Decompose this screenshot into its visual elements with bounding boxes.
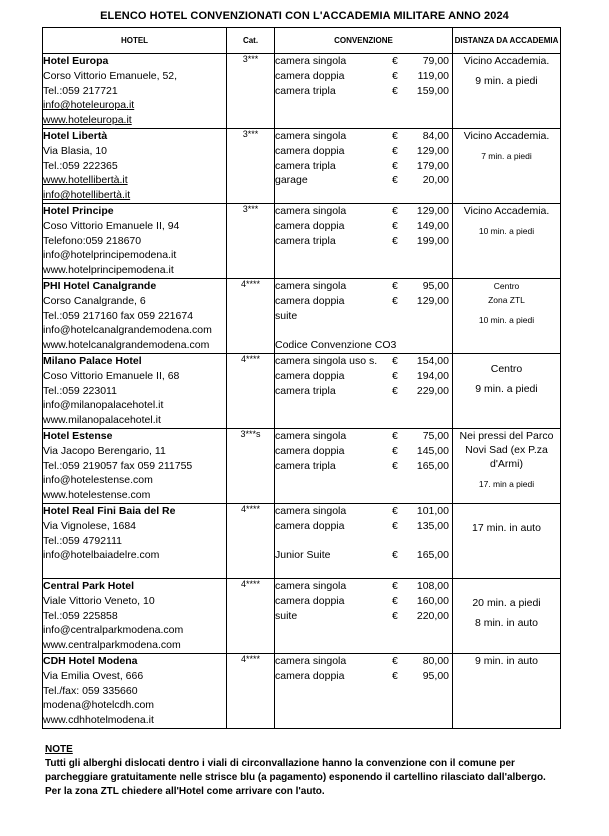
rate-label: camera singola (275, 129, 347, 142)
rate-row (275, 279, 452, 294)
rate-eur: € (392, 84, 398, 97)
rate-eur: € (392, 594, 398, 607)
distance-cell (453, 578, 561, 653)
hotel-address: Via Blasia, 10 (43, 144, 108, 157)
distance-secondary: 9 min. a piedi (475, 382, 538, 395)
hotel-table (42, 27, 561, 729)
rate-price: 129,00 (416, 294, 449, 307)
rate-row (275, 429, 452, 444)
rate-label: Junior Suite (275, 549, 331, 562)
hotel-category: 4**** (227, 353, 275, 428)
rate-price: 160,00 (416, 594, 449, 607)
distance-cell (453, 503, 561, 578)
hotel-phone: Tel.:059 217160 fax 059 221674 (43, 309, 194, 322)
rate-eur: € (392, 504, 398, 517)
hotel-info-cell (43, 203, 227, 278)
notes-text-1: Tutti gli alberghi dislocati dentro i viali di circonvallazione hanno la convenzione con il comune per parcheggiare gratuitamente nelle strisce blu (a pagamento) esponendo il cartellino rilasciato dall'albergo. (45, 758, 546, 783)
distance-primary: 20 min. a piedi (472, 596, 541, 609)
rate-row (275, 234, 452, 249)
distance-cell (453, 353, 561, 428)
rate-eur: € (392, 69, 398, 82)
rate-label: camera doppia (275, 219, 345, 232)
distance-primary: Vicino Accademia. (463, 129, 550, 142)
rate-price: 194,00 (416, 369, 449, 382)
rate-price: 165,00 (416, 549, 449, 562)
distance-primary: Centro (493, 280, 520, 291)
distance-zone: Zona ZTL (488, 294, 525, 305)
hotel-address: Corso Canalgrande, 6 (43, 294, 146, 307)
rate-price: 179,00 (416, 159, 449, 172)
hotel-category: 3***s (227, 428, 275, 503)
rate-label: camera singola (275, 279, 347, 292)
distance-primary: Centro (490, 362, 523, 375)
distance-secondary: 8 min. in auto (474, 616, 539, 629)
rate-row (275, 129, 452, 144)
convenzione-cell (275, 278, 453, 353)
rate-row (275, 204, 452, 219)
rate-eur: € (392, 144, 398, 157)
hotel-row (43, 203, 561, 278)
rate-row (275, 338, 452, 353)
hotel-email[interactable]: info@hotelprincipemodena.it (43, 249, 177, 262)
rate-label: camera singola (275, 429, 347, 442)
rate-label: camera singola (275, 579, 347, 592)
rate-price: 95,00 (422, 279, 449, 292)
hotel-email[interactable]: info@hotelestense.com (43, 474, 153, 487)
rate-row (275, 69, 452, 84)
hotel-name: PHI Hotel Canalgrande (43, 279, 157, 292)
distance-primary: Nei pressi del Parco Novi Sad (ex P.za d'Armi) (459, 429, 554, 470)
rate-label: camera tripla (275, 384, 336, 397)
distance-cell (453, 653, 561, 728)
rate-label: garage (275, 174, 308, 187)
hotel-phone: Tel.:059 222365 (43, 159, 118, 172)
convenzione-cell (275, 203, 453, 278)
convenzione-cell (275, 653, 453, 728)
rate-eur: € (392, 129, 398, 142)
convenzione-cell (275, 578, 453, 653)
rate-eur: € (392, 669, 398, 682)
document-title: ELENCO HOTEL CONVENZIONATI CON L'ACCADEMIA MILITARE ANNO 2024 (100, 10, 509, 22)
header-distanza: DISTANZA DA ACCADEMIA (453, 28, 561, 54)
hotel-phone: Tel.:059 223011 (43, 384, 117, 397)
hotel-category: 4**** (227, 653, 275, 728)
rate-label: camera tripla (275, 234, 336, 247)
rate-price: 79,00 (422, 55, 449, 67)
hotel-name: Hotel Europa (43, 55, 109, 67)
header-cat: Cat. (227, 28, 275, 54)
hotel-category: 4**** (227, 278, 275, 353)
rate-price: 149,00 (416, 219, 449, 232)
header-convenzione: CONVENZIONE (275, 28, 453, 54)
rate-label: camera singola uso s. (275, 354, 378, 367)
rate-label: suite (275, 309, 298, 322)
rate-row (275, 594, 452, 609)
rate-row (275, 354, 452, 369)
distance-secondary: 10 min. a piedi (478, 225, 535, 236)
rate-label: camera doppia (275, 369, 345, 382)
notes-title: NOTE (45, 744, 73, 755)
hotel-name: Central Park Hotel (43, 579, 135, 592)
hotel-row (43, 128, 561, 203)
rate-eur: € (392, 384, 398, 397)
hotel-website[interactable]: www.cdhhotelmodena.it (43, 714, 154, 727)
rate-row (275, 534, 452, 549)
hotel-row (43, 353, 561, 428)
distance-cell (453, 278, 561, 353)
distance-secondary: 7 min. a piedi (481, 150, 532, 161)
rate-price: 154,00 (416, 354, 449, 367)
hotel-phone: Tel.:059 217721 (43, 84, 118, 97)
rate-row (275, 323, 452, 338)
hotel-website[interactable]: www.hotelcanalgrandemodena.com (43, 339, 210, 352)
hotel-address: Via Emilia Ovest, 666 (43, 669, 144, 682)
rate-label: suite (275, 609, 298, 622)
distance-primary: 17 min. in auto (472, 521, 541, 534)
rate-label: camera singola (275, 204, 347, 217)
rate-eur: € (392, 219, 398, 232)
distance-cell (453, 428, 561, 503)
rate-label: camera tripla (275, 84, 336, 97)
distance-secondary: 9 min. a piedi (475, 75, 538, 87)
rate-row (275, 609, 452, 624)
hotel-phone: Tel.:059 225858 (43, 609, 118, 622)
rate-row (275, 294, 452, 309)
convenzione-cell (275, 353, 453, 428)
hotel-info-cell (43, 578, 227, 653)
rate-eur: € (392, 549, 398, 562)
rate-row (275, 654, 452, 669)
rate-price: 229,00 (416, 384, 449, 397)
rate-price: 20,00 (422, 174, 449, 187)
notes-section (45, 743, 567, 799)
rate-row (275, 459, 452, 474)
hotel-name: Hotel Libertà (43, 129, 108, 142)
hotel-email[interactable]: info@hotelcanalgrandemodena.com (43, 324, 212, 337)
hotel-address: Via Vignolese, 1684 (43, 519, 137, 532)
hotel-info-cell (43, 278, 227, 353)
hotel-row (43, 578, 561, 653)
hotel-name: Milano Palace Hotel (43, 354, 142, 367)
rate-row (275, 84, 452, 99)
rate-eur: € (392, 294, 398, 307)
hotel-email[interactable]: info@hotelbaiadelre.com (43, 549, 160, 562)
header-hotel: HOTEL (43, 28, 227, 54)
rate-label: camera singola (275, 654, 347, 667)
rate-label: camera doppia (275, 669, 345, 682)
rate-row (275, 384, 452, 399)
hotel-phone: Tel.:059 219057 fax 059 211755 (43, 459, 193, 472)
convenzione-cell (275, 428, 453, 503)
hotel-row (43, 653, 561, 728)
hotel-website[interactable]: www.centralparkmodena.com (43, 639, 181, 652)
rate-eur: € (392, 369, 398, 382)
distance-primary: 9 min. in auto (474, 654, 539, 667)
hotel-info-cell (43, 428, 227, 503)
hotel-email[interactable]: www.hotellibertà.it (43, 174, 128, 187)
rate-eur: € (392, 519, 398, 532)
rate-eur: € (392, 579, 398, 592)
rate-price: 101,00 (416, 504, 449, 517)
rate-price: 119,00 (417, 69, 449, 82)
rate-label: camera singola (275, 55, 347, 67)
convenzione-cell (275, 128, 453, 203)
hotel-website[interactable]: www.hotelestense.com (43, 489, 151, 502)
rate-row (275, 548, 452, 563)
hotel-info-cell (43, 128, 227, 203)
hotel-address: Via Jacopo Berengario, 11 (43, 444, 166, 457)
hotel-address: Corso Vittorio Emanuele, 52, (43, 69, 178, 82)
distance-secondary: 10 min. a piedi (478, 314, 535, 325)
hotel-website[interactable]: www.milanopalacehotel.it (43, 414, 161, 427)
hotel-website[interactable]: www.hoteleuropa.it (43, 114, 132, 127)
notes-text-2: Per la zona ZTL chiedere all'Hotel come arrivare con l'auto. (45, 786, 325, 797)
rate-eur: € (392, 174, 398, 187)
hotel-email[interactable]: modena@hotelcdh.com (43, 699, 155, 712)
rate-row (275, 54, 452, 69)
hotel-email[interactable]: info@milanopalacehotel.it (43, 399, 164, 412)
rate-price: 80,00 (422, 654, 449, 667)
hotel-name: Hotel Estense (43, 429, 113, 442)
rate-eur: € (392, 429, 398, 442)
rate-price: 84,00 (422, 129, 449, 142)
hotel-website[interactable]: www.hotelprincipemodena.it (43, 264, 174, 277)
rate-row (275, 144, 452, 159)
hotel-category: 4**** (227, 578, 275, 653)
rate-row (275, 173, 452, 188)
convenzione-cell (275, 503, 453, 578)
hotel-category: 4**** (227, 503, 275, 578)
distance-cell (453, 54, 561, 129)
rate-label: camera doppia (275, 519, 345, 532)
rate-row (275, 159, 452, 174)
rate-row (275, 369, 452, 384)
hotel-row (43, 428, 561, 503)
rate-price: 135,00 (416, 519, 449, 532)
rate-row (275, 444, 452, 459)
rate-label: Codice Convenzione CO3 (275, 339, 397, 352)
rate-price: 145,00 (416, 444, 449, 457)
rate-eur: € (392, 609, 398, 622)
distance-primary: Vicino Accademia. (463, 55, 550, 67)
rate-row (275, 579, 452, 594)
rate-label: camera tripla (275, 159, 336, 172)
rate-row (275, 309, 452, 324)
rate-eur: € (392, 159, 398, 172)
rate-price: 159,00 (416, 84, 449, 97)
hotel-row (43, 278, 561, 353)
hotel-address: Coso Vittorio Emanuele II, 68 (43, 369, 180, 382)
rate-eur: € (392, 234, 398, 247)
distance-primary: Vicino Accademia. (463, 204, 550, 217)
hotel-website[interactable] (43, 563, 226, 578)
hotel-name: Hotel Real Fini Baia del Re (43, 504, 176, 517)
hotel-email[interactable]: info@centralparkmodena.com (43, 624, 184, 637)
rate-eur: € (392, 55, 398, 67)
hotel-name: Hotel Principe (43, 204, 114, 217)
rate-price: 75,00 (422, 429, 449, 442)
hotel-category: 3*** (227, 203, 275, 278)
distance-cell (453, 203, 561, 278)
rate-row (275, 669, 452, 684)
rate-label: camera doppia (275, 69, 345, 82)
rate-eur: € (392, 654, 398, 667)
rate-price: 220,00 (416, 609, 449, 622)
rate-label: camera singola (275, 504, 347, 517)
rate-row (275, 519, 452, 534)
table-header-row (43, 28, 561, 54)
rate-row (275, 219, 452, 234)
hotel-info-cell (43, 353, 227, 428)
rate-label: camera doppia (275, 594, 345, 607)
hotel-phone: Tel.:059 4792111 (43, 534, 123, 547)
hotel-email[interactable]: info@hoteleuropa.it (43, 99, 135, 112)
rate-eur: € (392, 204, 398, 217)
distance-secondary: 17. min a piedi (478, 478, 535, 489)
hotel-row (43, 54, 561, 129)
convenzione-cell (275, 54, 453, 129)
hotel-phone: Telefono:059 218670 (43, 234, 142, 247)
rate-label: camera doppia (275, 444, 345, 457)
rate-price: 199,00 (416, 234, 449, 247)
rate-price: 129,00 (416, 144, 449, 157)
rate-eur: € (392, 354, 398, 367)
rate-eur: € (392, 444, 398, 457)
hotel-category: 3*** (227, 54, 275, 129)
hotel-info-cell (43, 653, 227, 728)
hotel-name: CDH Hotel Modena (43, 654, 138, 667)
rate-row (275, 504, 452, 519)
rate-eur: € (392, 279, 398, 292)
rate-label: camera doppia (275, 294, 345, 307)
distance-cell (453, 128, 561, 203)
rate-label: camera tripla (275, 459, 336, 472)
rate-price: 129,00 (416, 204, 449, 217)
rate-price: 108,00 (416, 579, 449, 592)
hotel-category: 3*** (227, 128, 275, 203)
rate-eur: € (392, 459, 398, 472)
hotel-address: Viale Vittorio Veneto, 10 (43, 594, 155, 607)
hotel-row (43, 503, 561, 578)
rate-label: camera doppia (275, 144, 345, 157)
hotel-phone: Tel./fax: 059 335660 (43, 684, 138, 697)
rate-price: 165,00 (416, 459, 449, 472)
hotel-info-cell (43, 54, 227, 129)
rate-price: 95,00 (422, 669, 449, 682)
hotel-address: Coso Vittorio Emanuele II, 94 (43, 219, 180, 232)
hotel-website[interactable]: info@hotellibertà.it (43, 189, 131, 202)
hotel-info-cell (43, 503, 227, 578)
